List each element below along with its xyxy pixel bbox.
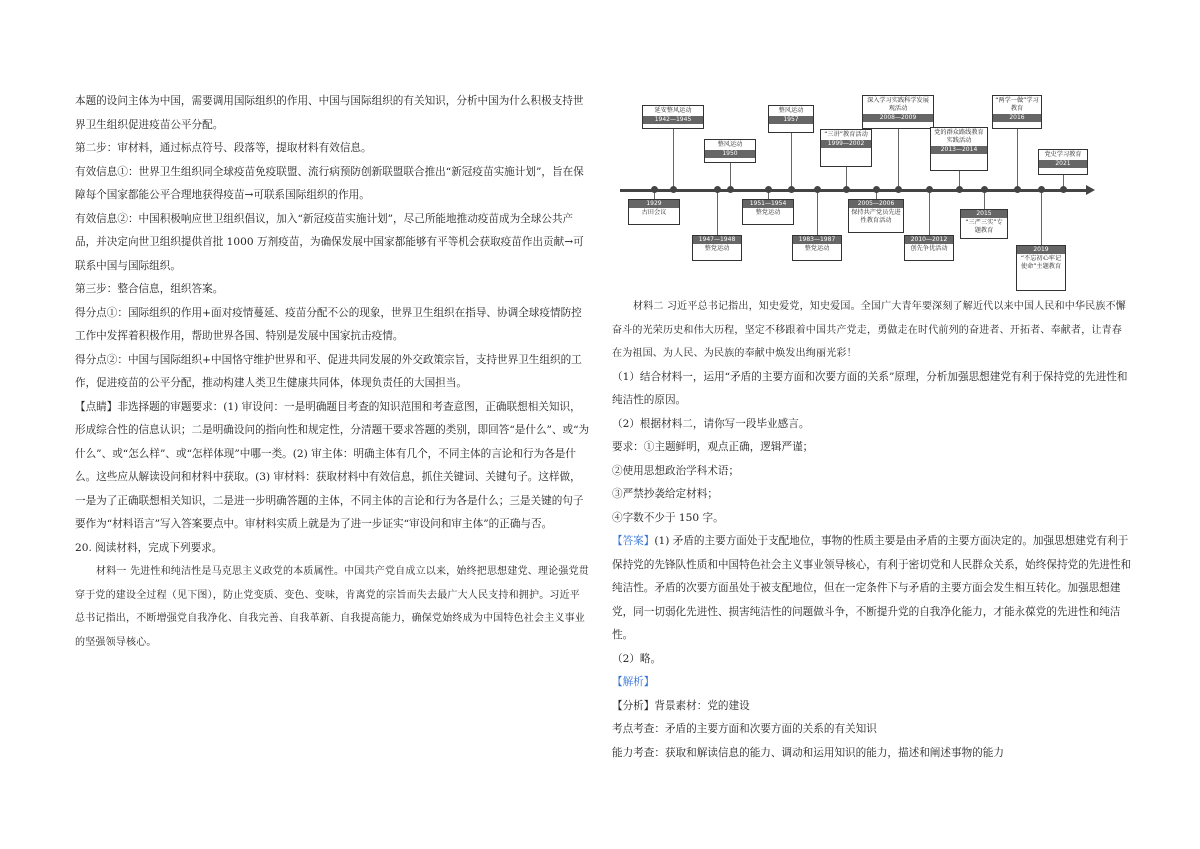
timeline-event-label: 整风运动 xyxy=(778,107,804,114)
timeline-event-year: 2015 xyxy=(961,210,1007,218)
timeline-dot xyxy=(727,186,734,193)
timeline-dot xyxy=(788,186,795,193)
timeline-event-label: 党史学习教育 xyxy=(1044,151,1082,158)
timeline-event-label: 整党运动 xyxy=(804,245,830,252)
timeline-connector xyxy=(929,192,930,235)
timeline-dot xyxy=(895,186,902,193)
timeline-dot xyxy=(651,186,658,193)
timeline-event-year: 2008—2009 xyxy=(863,114,933,122)
timeline-connector xyxy=(654,192,655,199)
timeline-event xyxy=(904,235,954,261)
timeline-event-label: 深入学习实践科学发展观活动 xyxy=(867,97,929,112)
timeline-dot xyxy=(1038,186,1045,193)
timeline-event xyxy=(1038,149,1088,175)
timeline-event-year: 2021 xyxy=(1039,160,1087,168)
timeline-event-year: 1929 xyxy=(629,200,679,208)
material-one: 材料一 先进性和纯洁性是马克思主义政党的本质属性。中国共产党自成立以来，始终把思想建党、理论强党贯穿于党的建设全过程（见下图），防止党变质、变色、变味，肯离党的宗旨而失去最广大人民支持和拥护。习近平总书记指出，不断增强党自我净化、自我完善、自我革新、自我提高能力，确保党始终成为中国特色社会主义事业的坚强领导核心。 xyxy=(75,566,589,648)
question-heading: 20. 阅读材料，完成下列要求。 xyxy=(75,541,223,554)
timeline-connector xyxy=(817,192,818,235)
timeline-event-year: 1942—1945 xyxy=(643,116,703,124)
timeline-event xyxy=(742,199,794,225)
timeline-event-year: 1950 xyxy=(705,150,755,158)
timeline-event-label: 整风运动 xyxy=(717,141,743,148)
timeline-event-label: 整党运动 xyxy=(755,209,781,216)
requirement: ③严禁抄袭给定材料； xyxy=(612,488,718,500)
timeline-event xyxy=(628,199,680,225)
timeline-event-year: 2016 xyxy=(993,114,1041,122)
timeline-event-label: 创先争优活动 xyxy=(910,245,948,252)
answer-2: （2）略。 xyxy=(612,652,662,665)
timeline-event-label: 党的群众路线教育实践活动 xyxy=(934,129,984,144)
timeline-connector xyxy=(717,192,718,235)
timeline-dot xyxy=(956,186,963,193)
timeline-event xyxy=(768,105,814,133)
paragraph: 得分点①：国际组织的作用+面对疫情蔓延、疫苗分配不公的现象，世界卫生组织在指导、协调全球疫情防控工作中发挥着积极作用，帮助世界各国、特别是发展中国家抗击疫情。 xyxy=(75,306,582,342)
timeline-event xyxy=(992,95,1042,129)
timeline-connector xyxy=(791,133,792,189)
left-column xyxy=(75,90,590,654)
timeline-event xyxy=(820,129,872,167)
material-two: 材料二 习近平总书记指出，知史爱党，知史爱国。全国广大青年要深刻了解近代以来中国人民和中华民族不懈奋斗的光荣历史和伟大历程，坚定不移跟着中国共产党走，勇做走在时代前列的奋进者、开拓者、奉献者，让青春在为祖国、为人民、为民族的奉献中焕发出绚丽光彩！ xyxy=(612,301,1126,359)
timeline-connector xyxy=(1041,192,1042,245)
requirement: ②使用思想政治学科术语； xyxy=(612,464,740,477)
answer-text: (1) 矛盾的主要方面处于支配地位，事物的性质主要是由矛盾的主要方面决定的。加强思想建党有利于保持党的先锋队性质和中国特色社会主义事业领导核心，有利于密切党和人民群众关系，始终保持党的先进性和纯洁性。矛盾的次要方面虽处于被支配地位，但在一定条件下与矛盾的主要方面会发生相互转化。加强思想建党，同一切弱化先进性、损害纯洁性的问题做斗争，不断提升党的自我净化能力，才能永葆党的先进性和纯洁性。 xyxy=(612,535,1132,641)
timeline-connector xyxy=(984,192,985,209)
timeline-event xyxy=(704,139,756,163)
timeline-dot xyxy=(843,186,850,193)
analysis-line: 能力考查：获取和解读信息的能力、调动和运用知识的能力，描述和阐述事物的能力 xyxy=(612,746,1004,759)
analysis-line: 【分析】背景素材：党的建设 xyxy=(612,699,750,712)
timeline-event xyxy=(930,127,988,171)
paragraph: 有效信息②：中国积极响应世卫组织倡议，加入“新冠疫苗实施计划”，尽己所能地推动疫苗成为全球公共产品，并决定向世卫组织提供首批 1000 万剂疫苗，为确保发展中国家都能够有平等机会获取疫苗作出贡献→可联系中国与国际组织。 xyxy=(75,212,584,272)
timeline-event-label: “不忘初心牢记使命”主题教育 xyxy=(1020,255,1062,270)
timeline-arrow-icon xyxy=(1086,185,1095,195)
timeline-event xyxy=(1016,245,1066,291)
requirement: ④字数不少于 150 字。 xyxy=(612,511,724,524)
timeline-event xyxy=(642,105,704,129)
timeline-connector xyxy=(1017,129,1018,189)
timeline-dot xyxy=(670,186,677,193)
timeline-event-year: 1999—2002 xyxy=(821,140,871,148)
timeline-event-year: 1983—1987 xyxy=(793,236,841,244)
timeline-event-label: 整党运动 xyxy=(704,245,730,252)
timeline-event-label: 延安整风运动 xyxy=(654,107,692,114)
timeline-dot xyxy=(926,186,933,193)
paragraph: 第二步：审材料，通过标点符号、段落等，提取材料有效信息。 xyxy=(75,142,372,154)
timeline-event xyxy=(848,199,904,233)
timeline-dot xyxy=(873,186,880,193)
timeline-dot xyxy=(765,186,772,193)
timeline-event-label: “三严三实”专题教育 xyxy=(965,219,1003,234)
timeline-event-label: “三讲”教育活动 xyxy=(824,131,868,138)
paragraph: 本题的设问主体为中国，需要调用国际组织的作用、中国与国际组织的有关知识，分析中国为什么积极支持世界卫生组织促进疫苗公平分配。 xyxy=(75,95,584,131)
tip-paragraph: 【点睛】非选择题的审题要求：(1) 审设问：一是明确题目考查的知识范围和考查意图，正确联想相关知识，形成综合性的信息认识；二是明确设问的指向性和规定性，分清题干要求答题的类别，即回答“是什么”、或“为什么”、或“怎么样”、或“怎样体现”中哪一类。(2) 审主体：明确主体有几个，不同主体的言论和行为各是什么。这些应从解读设问和材料中获取。(3) 审材料：获取材料中有效信息，抓住关键词、关键句子。这样做，一是为了正确联想相关知识，二是进一步明确答题的主体，不同主体的言论和行为各是什么；三是关键的句子要作为“材料语言”写入答案要点中。审材料实质上就是为了进一步证实“审设问和审主体”的正确与否。 xyxy=(75,400,590,530)
analysis-line: 考点考查：矛盾的主要方面和次要方面的关系的有关知识 xyxy=(612,723,877,735)
timeline-event-year: 2019 xyxy=(1017,246,1065,254)
timeline-event xyxy=(862,95,934,129)
answer-paragraph xyxy=(612,530,1132,648)
timeline-dot xyxy=(1014,186,1021,193)
timeline-connector xyxy=(876,192,877,199)
timeline-event xyxy=(692,235,742,261)
timeline-connector xyxy=(898,129,899,189)
timeline-event xyxy=(960,209,1008,239)
timeline-dot xyxy=(814,186,821,193)
timeline-dot xyxy=(714,186,721,193)
timeline-event-label: “两学一做”学习教育 xyxy=(995,97,1039,112)
timeline-dot xyxy=(981,186,988,193)
analysis-tag: 【解析】 xyxy=(612,676,655,688)
timeline-dot xyxy=(1060,186,1067,193)
timeline-event-year: 2010—2012 xyxy=(905,236,953,244)
question-2: （2）根据材料二，请你写一段毕业感言。 xyxy=(612,417,810,430)
timeline-event-year: 2013—2014 xyxy=(931,146,987,154)
paragraph: 有效信息①：世界卫生组织同全球疫苗免疫联盟、流行病预防创新联盟联合推出“新冠疫苗实施计划”，旨在保障每个国家都能公平合理地获得疫苗→可联系国际组织的作用。 xyxy=(75,165,584,201)
party-building-timeline xyxy=(612,95,1102,295)
timeline-event-label: 古田会议 xyxy=(641,209,667,216)
timeline-event-year: 1951—1954 xyxy=(743,200,793,208)
timeline-connector xyxy=(768,192,769,199)
paragraph: 得分点②：中国与国际组织+中国恪守维护世界和平、促进共同发展的外交政策宗旨，支持世界卫生组织的工作，促进疫苗的公平分配，推动构建人类卫生健康共同体，体现负责任的大国担当。 xyxy=(75,353,582,389)
timeline-event-label: 保持共产党员先进性教育活动 xyxy=(851,209,901,224)
question-1: （1）结合材料一，运用“矛盾的主要方面和次要方面的关系”原理，分析加强思想建党有利于保持党的先进性和纯洁性的原因。 xyxy=(612,370,1128,406)
right-column xyxy=(612,95,1132,765)
paragraph: 第三步：整合信息，组织答案。 xyxy=(75,283,224,295)
timeline-event-year: 1957 xyxy=(769,116,813,124)
answer-tag: 【答案】 xyxy=(612,535,655,547)
timeline-event-year: 1947—1948 xyxy=(693,236,741,244)
requirement: 要求：①主题鲜明，观点正确，逻辑严谨； xyxy=(612,441,814,453)
timeline-event xyxy=(792,235,842,261)
timeline-connector xyxy=(673,129,674,189)
timeline-event-year: 2005—2006 xyxy=(849,200,903,208)
